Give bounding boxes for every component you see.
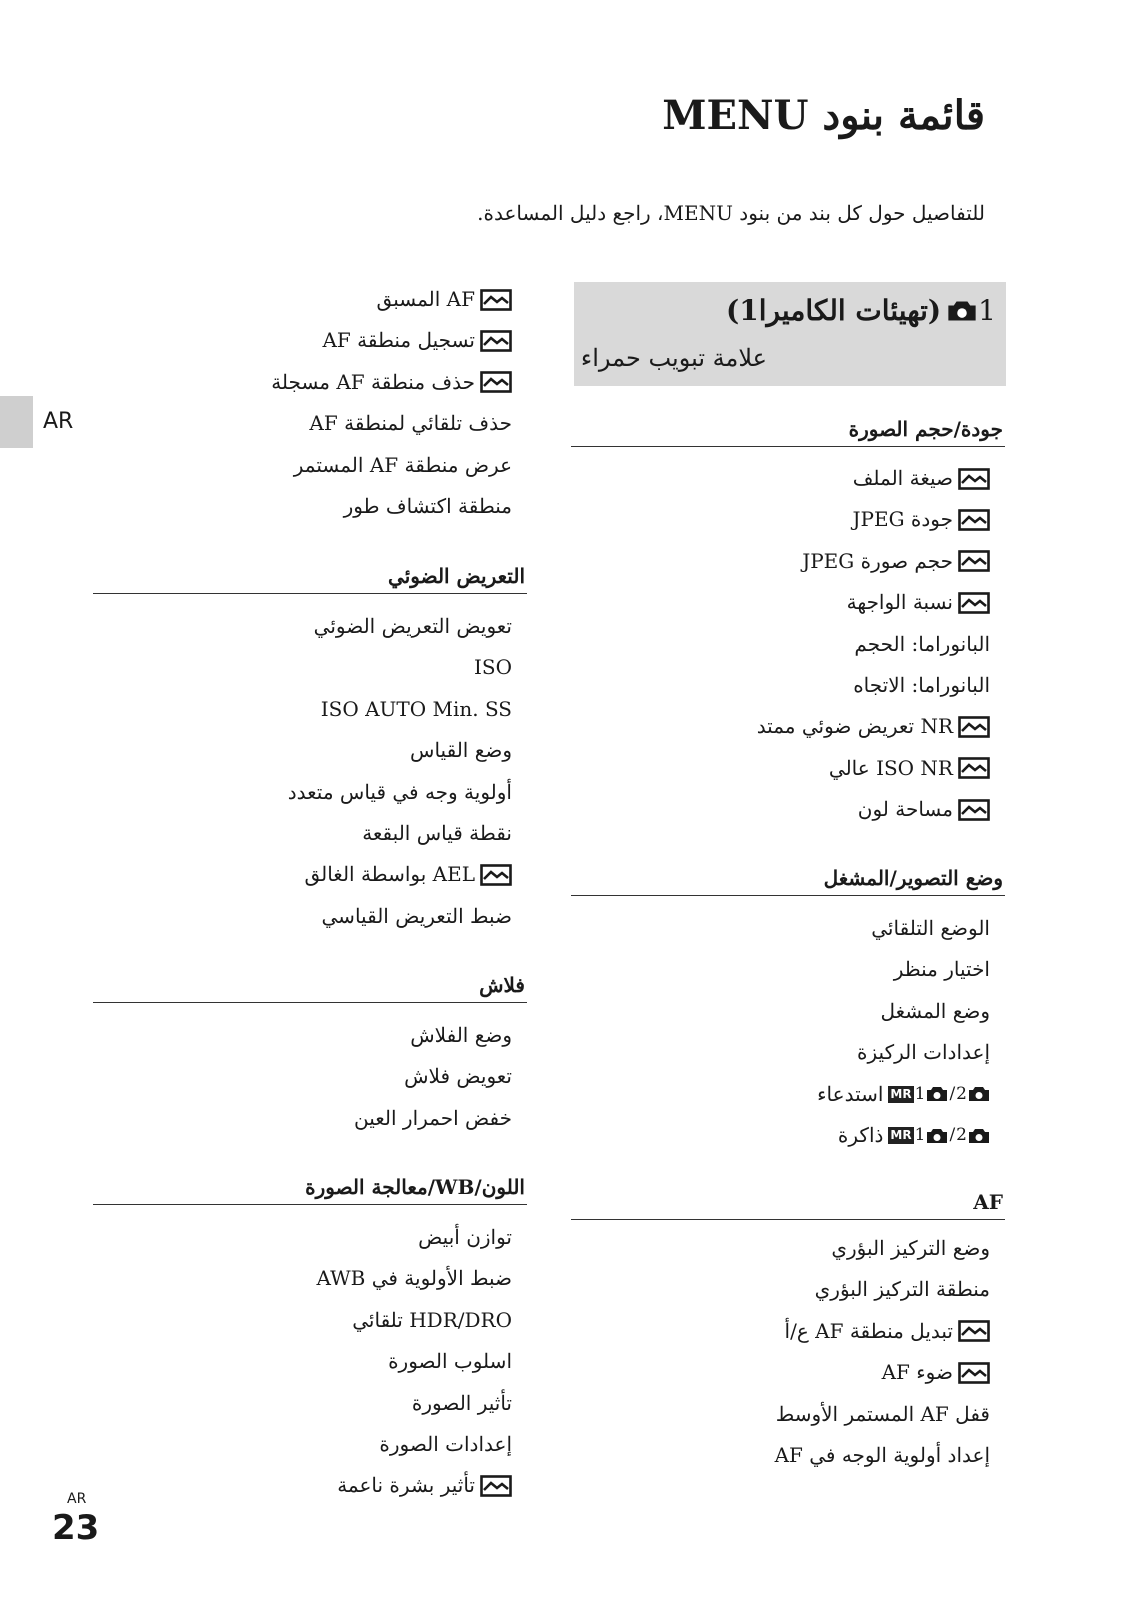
- menu-item: [757, 789, 990, 830]
- menu-item-label: وضع الفلاش: [410, 1023, 512, 1047]
- menu-item: [271, 279, 512, 320]
- menu-item-label: وضع القياس: [410, 738, 512, 763]
- menu-item-label: إعدادات الصورة: [379, 1431, 512, 1456]
- mr-camera-icon-group: [888, 1074, 990, 1115]
- intro-text: للتفاصيل حول كل بند من بنود MENU، راجع دليل المساعدة.: [477, 201, 985, 225]
- menu-item: [354, 1015, 512, 1056]
- camera-settings-tab-box: [574, 282, 1006, 386]
- separator-slash: /: [949, 1124, 956, 1145]
- menu-item-label: تبديل منطقة AF ع/أ: [784, 1318, 953, 1343]
- menu-item-label: ISO NR عالي: [828, 755, 953, 780]
- menu-item-label: حجم صورة JPEG: [802, 548, 953, 573]
- image-icon: [958, 509, 990, 531]
- menu-item-label: ضبط التعريض القياسي: [321, 903, 512, 928]
- menu-item: [316, 1383, 512, 1424]
- camera-tab-heading: [726, 294, 996, 327]
- menu-item-label: حذف منطقة AF مسجلة: [271, 369, 475, 394]
- mr-badge-icon: MR: [890, 1128, 912, 1143]
- page-number: 23: [52, 1508, 100, 1548]
- menu-item: [817, 1032, 990, 1073]
- menu-item-label: صيغة الملف: [852, 466, 953, 490]
- menu-item: [757, 665, 990, 706]
- menu-item-label: AEL بواسطة الغالق: [304, 862, 475, 887]
- menu-item-label: منطقة التركيز البؤري: [814, 1277, 990, 1302]
- menu-item-label: تأثير الصورة: [411, 1390, 512, 1415]
- image-icon: [958, 1362, 990, 1384]
- image-icon: [480, 1475, 512, 1497]
- image-icon: [958, 799, 990, 821]
- menu-item-label: البانوراما: الحجم: [854, 631, 990, 656]
- image-icon: [480, 330, 512, 352]
- image-icon: [958, 550, 990, 572]
- image-icon: [958, 1320, 990, 1342]
- menu-item-label: مساحة لون: [857, 797, 953, 822]
- section-heading-af: AF: [571, 1189, 1005, 1220]
- menu-item-label: ذاكرة: [837, 1122, 884, 1147]
- camera-icon: [926, 1128, 948, 1144]
- menu-item-label: خفض احمرار العين: [354, 1105, 512, 1130]
- menu-item: [757, 624, 990, 665]
- menu-item-label: وضع المشغل: [880, 998, 990, 1023]
- menu-item: [316, 1465, 512, 1506]
- menu-item: [288, 606, 512, 647]
- menu-item: [817, 908, 990, 949]
- menu-item: [288, 813, 512, 854]
- menu-item-label: منطقة اكتشاف طور: [343, 493, 512, 518]
- menu-item: [288, 730, 512, 771]
- image-icon: [958, 592, 990, 614]
- menu-item: [288, 896, 512, 937]
- menu-item-label: اختيار منظر: [893, 957, 990, 982]
- menu-item-label: تعويض التعريض الضوئي: [313, 614, 512, 638]
- section-heading-shooting-mode: وضع التصوير/المشغل: [571, 865, 1005, 896]
- section-heading-color: اللون/WB/معالجة الصورة: [93, 1174, 527, 1205]
- image-icon: [958, 468, 990, 490]
- menu-item-label: HDR/DRO تلقائي: [352, 1307, 512, 1332]
- menu-item: [354, 1098, 512, 1139]
- camera-setting-number: 1: [914, 1124, 926, 1145]
- menu-item-label: ضوء AF: [881, 1360, 953, 1385]
- menu-item: [757, 748, 990, 789]
- section-heading-exposure: التعريض الضوئي: [93, 563, 527, 594]
- menu-item: [757, 541, 990, 582]
- camera-icon: [947, 300, 977, 322]
- camera-setting-number: 2: [956, 1083, 967, 1104]
- image-icon: [480, 371, 512, 393]
- menu-item: [757, 458, 990, 499]
- menu-item-label: ضبط الأولوية في AWB: [316, 1266, 512, 1291]
- section-af-cont-list: [271, 279, 512, 527]
- menu-item: [817, 991, 990, 1032]
- menu-item: [817, 1074, 990, 1115]
- menu-item: [316, 1300, 512, 1341]
- camera-icon: [968, 1128, 990, 1144]
- menu-item: [817, 1115, 990, 1156]
- side-tab-label: AR: [43, 409, 74, 434]
- menu-item: [316, 1341, 512, 1382]
- menu-item: [271, 486, 512, 527]
- menu-item-label: AF المسبق: [376, 287, 475, 311]
- menu-item: [288, 854, 512, 895]
- camera-tab-title: (تهيئات الكاميرا1): [725, 294, 942, 327]
- menu-item: [288, 647, 512, 688]
- menu-item-label: جودة JPEG: [852, 507, 953, 532]
- menu-item: [316, 1258, 512, 1299]
- section-exposure-list: [288, 606, 512, 937]
- camera-tab-subtitle: علامة تبويب حمراء: [580, 344, 767, 372]
- menu-item-label: نسبة الواجهة: [846, 590, 953, 615]
- menu-item: [271, 445, 512, 486]
- menu-item: [316, 1217, 512, 1258]
- mr-badge-icon: MR: [890, 1086, 912, 1101]
- mr-camera-icon-group: [888, 1115, 990, 1156]
- image-icon: [958, 757, 990, 779]
- side-tab-marker: [0, 396, 33, 448]
- menu-item-label: الوضع التلقائي: [871, 916, 990, 940]
- menu-item: [775, 1394, 990, 1435]
- menu-item-label: تسجيل منطقة AF: [322, 328, 475, 353]
- menu-item: [775, 1311, 990, 1352]
- menu-item-label: قفل AF المستمر الأوسط: [775, 1401, 990, 1426]
- menu-item-label: وضع التركيز البؤري: [831, 1236, 990, 1260]
- camera-setting-number: 2: [956, 1124, 967, 1145]
- separator-slash: /: [949, 1083, 956, 1104]
- camera-icon: [926, 1086, 948, 1102]
- section-shooting-mode-list: [817, 908, 990, 1156]
- camera-tab-number: 1: [947, 294, 996, 327]
- page-title: قائمة بنود MENU: [662, 92, 985, 139]
- menu-item-label: حذف تلقائي لمنطقة AF: [309, 411, 512, 436]
- section-image-quality-list: [757, 458, 990, 831]
- menu-item: [775, 1352, 990, 1393]
- camera-icon: [968, 1086, 990, 1102]
- menu-item-label: أولوية وجه في قياس متعدد: [287, 779, 512, 804]
- menu-item: [271, 403, 512, 444]
- menu-item: [316, 1424, 512, 1465]
- footer-language: AR: [67, 1491, 87, 1507]
- menu-item-label: تعويض فلاش: [404, 1064, 512, 1089]
- menu-item: [775, 1269, 990, 1310]
- section-heading-image-quality: جودة/حجم الصورة: [571, 416, 1005, 447]
- section-flash-list: [354, 1015, 512, 1139]
- camera-setting-number: 1: [914, 1083, 926, 1104]
- menu-item-label: عرض منطقة AF المستمر: [293, 452, 512, 477]
- menu-item-label: توازن أبيض: [418, 1225, 512, 1249]
- menu-item-label: ISO AUTO Min. SS: [320, 696, 512, 721]
- menu-item: [271, 362, 512, 403]
- menu-item: [757, 582, 990, 623]
- menu-item-label: اسلوب الصورة: [388, 1349, 512, 1374]
- image-icon: [958, 716, 990, 738]
- menu-item: [271, 320, 512, 361]
- menu-item: [288, 689, 512, 730]
- image-icon: [480, 289, 512, 311]
- menu-item-label: تأثير بشرة ناعمة: [337, 1473, 475, 1498]
- menu-item: [757, 706, 990, 747]
- image-icon: [480, 864, 512, 886]
- menu-item-label: البانوراما: الاتجاه: [853, 672, 990, 697]
- menu-item: [354, 1056, 512, 1097]
- menu-item: [775, 1228, 990, 1269]
- menu-item-label: استدعاء: [817, 1081, 884, 1106]
- section-heading-flash: فلاش: [93, 972, 527, 1003]
- menu-item-label: إعداد أولوية الوجه في AF: [774, 1442, 990, 1467]
- menu-item-label: ISO: [474, 655, 512, 680]
- section-af-list: [775, 1228, 990, 1476]
- section-color-list: [316, 1217, 512, 1507]
- menu-item-label: إعدادات الركيزة: [857, 1040, 990, 1065]
- menu-item: [757, 499, 990, 540]
- menu-item-label: NR تعريض ضوئي ممتد: [756, 714, 953, 739]
- menu-item: [775, 1435, 990, 1476]
- menu-item-label: نقطة قياس البقعة: [362, 820, 512, 845]
- menu-item: [288, 772, 512, 813]
- menu-item: [817, 949, 990, 990]
